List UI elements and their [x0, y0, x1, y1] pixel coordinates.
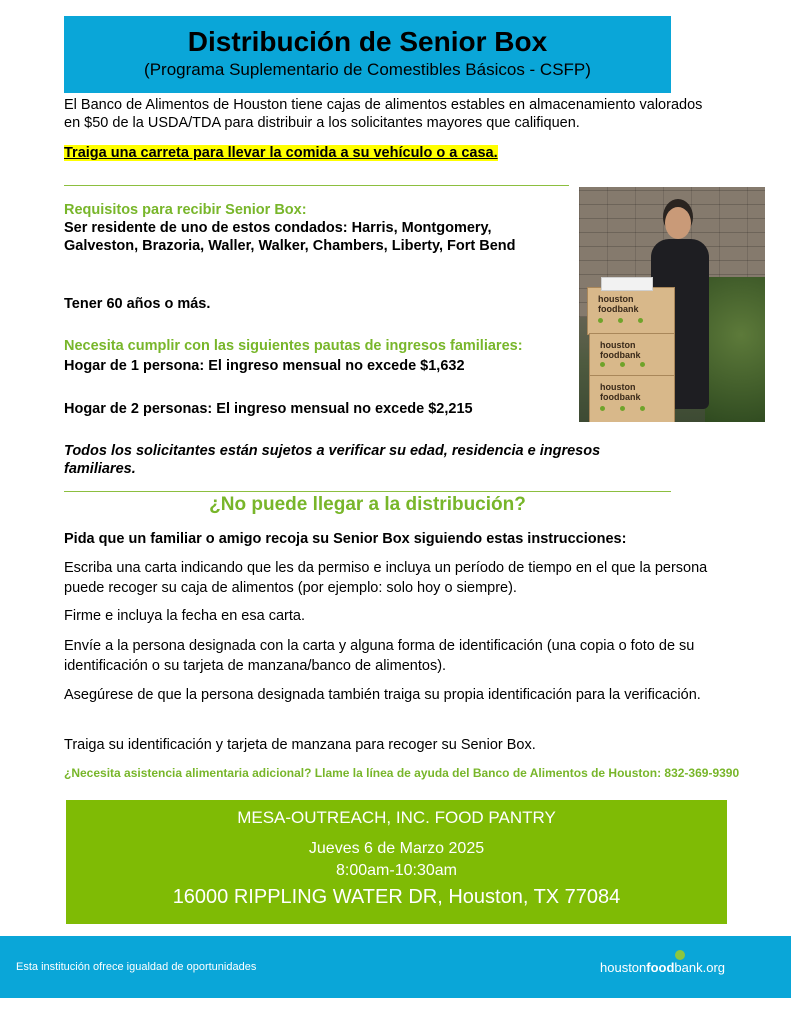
intro-text: El Banco de Alimentos de Houston tiene cajas de alimentos estables en almacenamiento valorados en $50 de la USDA/TDA para distribuir a los solicitantes mayores que califiquen. — [64, 97, 703, 131]
food-box: houston foodbank — [589, 333, 675, 377]
food-box: houston foodbank — [587, 287, 675, 335]
proxy-step: Firme e incluya la fecha en esa carta. — [64, 608, 305, 624]
event-box — [66, 800, 727, 924]
proxy-step: Escriba una carta indicando que les da permiso e incluya un período de tiempo en el que la persona puede recoger su caja de alimentos (por ejemplo: solo hoy o siempre). — [64, 560, 708, 596]
residency-requirement: Ser residente de uno de estos condados: Harris, Montgomery, Galveston, Brazoria, Waller, Walker, Chambers, Liberty, Fort Bend — [64, 220, 516, 254]
proxy-step: Asegúrese de que la persona designada también traiga su propia identificación para la verificación. — [64, 687, 701, 703]
person-head — [665, 207, 691, 239]
page-title: Distribución de Senior Box — [187, 26, 548, 57]
event-organization: MESA-OUTREACH, INC. FOOD PANTRY — [237, 808, 556, 827]
cart-note-text: Traiga una carreta para llevar la comida a su vehículo o a casa. — [64, 145, 498, 161]
proxy-lead: Pida que un familiar o amigo recoja su Senior Box siguiendo estas instrucciones: — [64, 531, 627, 547]
equal-opportunity-text: Esta institución ofrece igualdad de oportunidades — [16, 961, 257, 973]
income-heading: Necesita cumplir con las siguientes pautas de ingresos familiares: — [64, 338, 523, 354]
event-time: 8:00am-10:30am — [336, 862, 457, 879]
event-address: 16000 RIPPLING WATER DR, Houston, TX 77084 — [172, 886, 621, 908]
age-requirement: Tener 60 años o más. — [64, 296, 211, 312]
helpline-text: ¿Necesita asistencia alimentaria adicional? Llame la línea de ayuda del Banco de Alimentos de Houston: 832-369-9390 — [64, 766, 740, 780]
cart-note — [64, 145, 498, 161]
plant — [705, 277, 765, 422]
food-items — [601, 277, 653, 291]
divider-top — [64, 185, 569, 186]
proxy-step: Envíe a la persona designada con la carta y alguna forma de identificación (una copia o foto de su identificación o su tarjeta de manzana/banco de alimentos). — [64, 638, 695, 674]
divider-middle — [64, 491, 671, 492]
footer-bar — [0, 936, 791, 998]
requirements-heading: Requisitos para recibir Senior Box: — [64, 202, 307, 218]
title-banner — [64, 16, 671, 93]
food-box: houston foodbank — [589, 375, 675, 422]
proxy-heading: ¿No puede llegar a la distribución? — [209, 494, 526, 515]
page-subtitle: (Programa Suplementario de Comestibles Básicos - CSFP) — [144, 60, 591, 79]
income-household-2: Hogar de 2 personas: El ingreso mensual no excede $2,215 — [64, 401, 473, 417]
event-date: Jueves 6 de Marzo 2025 — [308, 840, 485, 857]
verification-note: Todos los solicitantes están sujetos a verificar su edad, residencia e ingresos familiares. — [64, 443, 601, 477]
income-household-1: Hogar de 1 persona: El ingreso mensual no excede $1,632 — [64, 358, 465, 374]
senior-photo — [579, 187, 765, 422]
foodbank-logo: houstonfoodbank.org — [600, 960, 726, 975]
apple-icon — [675, 950, 685, 960]
proxy-step: Traiga su identificación y tarjeta de manzana para recoger su Senior Box. — [64, 737, 536, 753]
